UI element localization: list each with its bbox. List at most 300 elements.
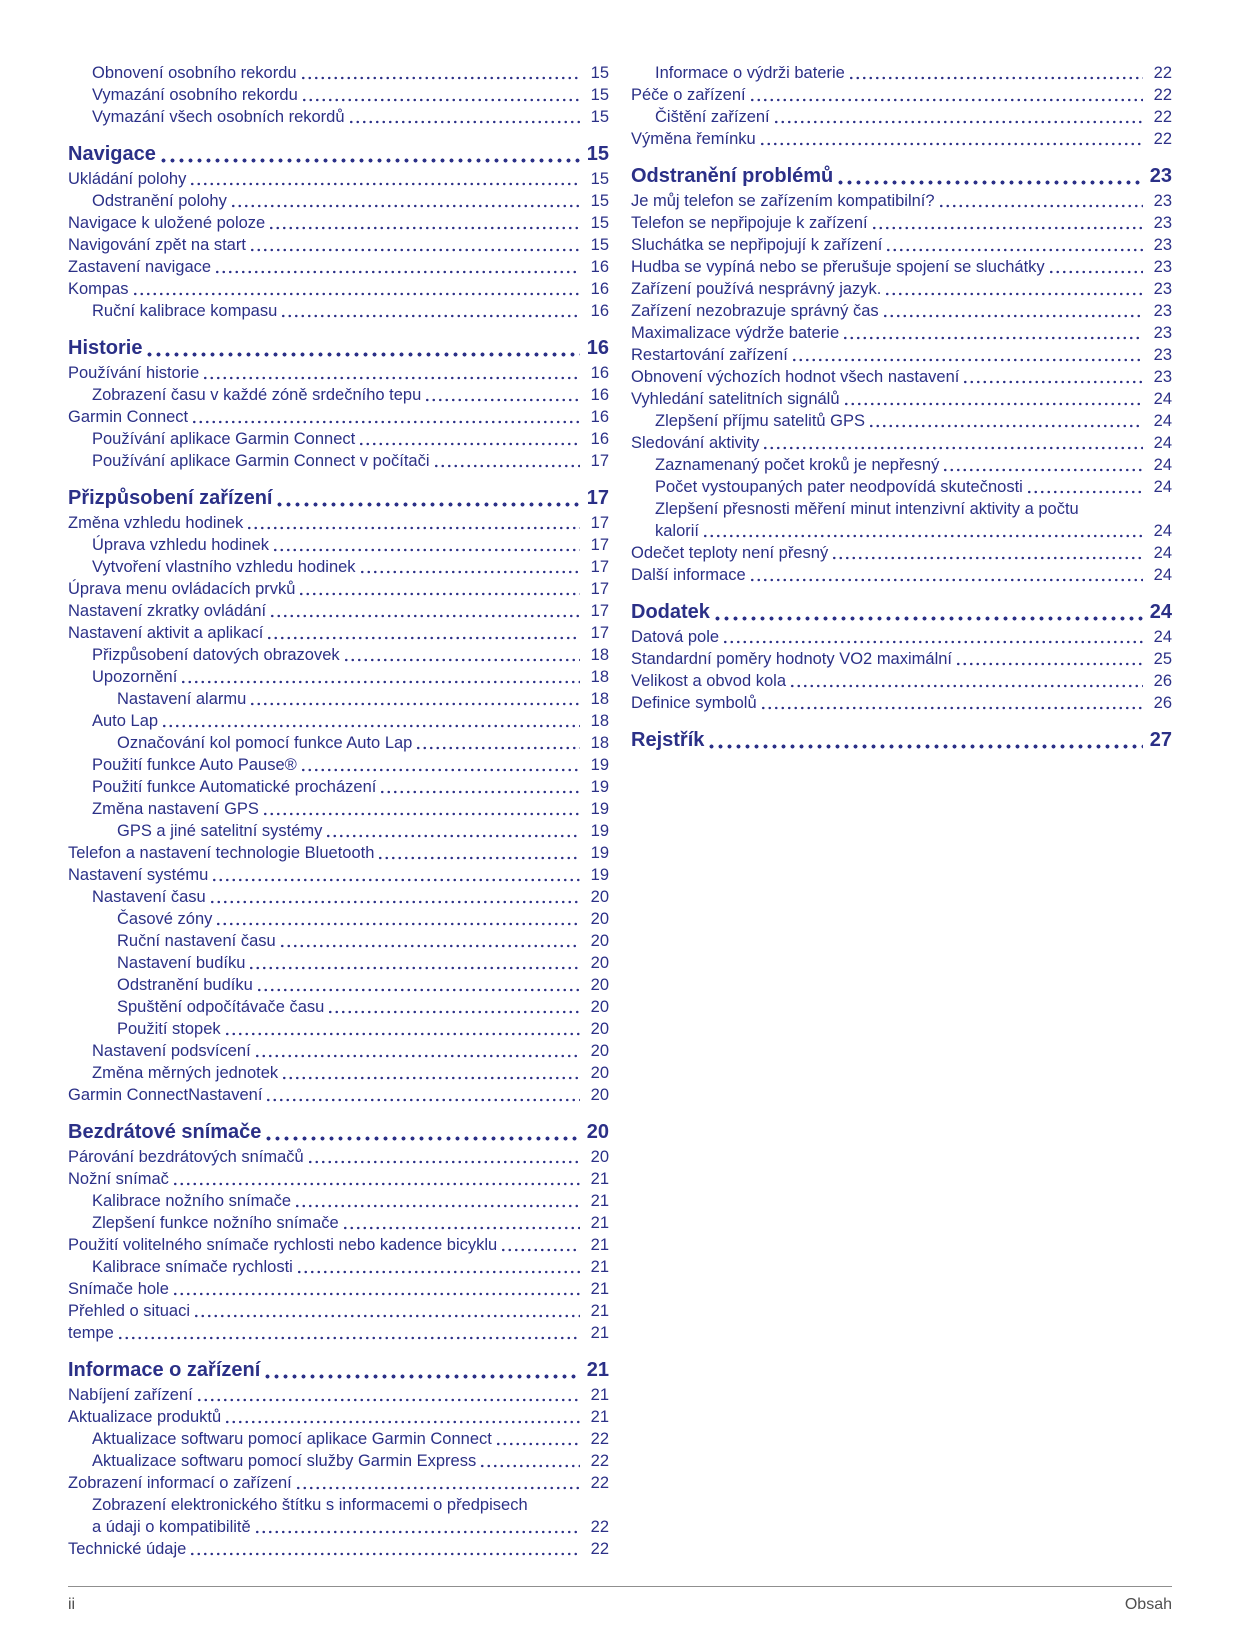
toc-entry[interactable]: [68, 864, 609, 886]
toc-entry-page-number: 21: [590, 1280, 609, 1298]
dot-leader: [295, 1486, 580, 1490]
toc-entry[interactable]: [631, 388, 1172, 410]
toc-entry-label: Péče o zařízení: [631, 86, 746, 104]
dot-leader: [1026, 490, 1143, 494]
toc-entry-page-number: 23: [1153, 192, 1172, 210]
toc-entry-label: Používání aplikace Garmin Connect v počítači: [92, 452, 430, 470]
toc-entry-label: Zlepšení funkce nožního snímače: [92, 1214, 339, 1232]
toc-entry-page-number: 27: [1149, 729, 1172, 751]
toc-section-entry[interactable]: [68, 1356, 609, 1384]
toc-entry[interactable]: [68, 1040, 609, 1062]
dot-leader: [249, 702, 580, 706]
footer-page-number: ii: [68, 1596, 76, 1613]
toc-entry-label: kalorií: [655, 522, 700, 540]
dot-leader: [424, 398, 580, 402]
toc-entry-label: Nastavení alarmu: [117, 690, 247, 708]
toc-entry-page-number: 21: [590, 1302, 609, 1320]
toc-entry-label: Vymazání osobního rekordu: [92, 86, 298, 104]
toc-entry-page-number: 15: [590, 170, 609, 188]
toc-entry-page-number: 17: [590, 624, 609, 642]
toc-entry-page-number: 20: [590, 932, 609, 950]
toc-entry-label: Kompas: [68, 280, 129, 298]
toc-entry[interactable]: [631, 670, 1172, 692]
toc-entry-label: Auto Lap: [92, 712, 159, 730]
toc-entry-page-number: 24: [1153, 544, 1172, 562]
toc-entry-page-number: 16: [590, 364, 609, 382]
page-footer: [68, 1586, 1172, 1614]
toc-entry-label: Garmin ConnectNastavení: [68, 1086, 263, 1104]
toc-section-entry[interactable]: [68, 334, 609, 362]
toc-entry-label: Zobrazení elektronického štítku s informacemi o předpisech: [92, 1496, 528, 1514]
toc-entry[interactable]: [68, 908, 609, 930]
dot-leader: [300, 76, 580, 80]
dot-leader: [263, 1374, 580, 1379]
toc-entry-page-number: 23: [1153, 368, 1172, 386]
dot-leader: [848, 76, 1143, 80]
toc-entry-page-number: 21: [590, 1170, 609, 1188]
toc-entry[interactable]: [68, 84, 609, 106]
toc-entry-label: tempe: [68, 1324, 114, 1342]
toc-entry[interactable]: [68, 300, 609, 322]
toc-entry-page-number: 20: [590, 998, 609, 1016]
footer-section-title: Obsah: [1124, 1596, 1172, 1613]
dot-leader: [215, 922, 580, 926]
dot-leader: [264, 1136, 580, 1141]
toc-entry-page-number: 23: [1153, 280, 1172, 298]
toc-entry[interactable]: [631, 648, 1172, 670]
dot-leader: [749, 578, 1143, 582]
toc-entry[interactable]: [68, 776, 609, 798]
toc-entry[interactable]: [631, 212, 1172, 234]
toc-entry[interactable]: [68, 644, 609, 666]
toc-entry-label: Další informace: [631, 566, 746, 584]
toc-column-right: [631, 62, 1172, 1560]
toc-entry[interactable]: [68, 1212, 609, 1234]
dot-leader: [348, 120, 580, 124]
toc-entry-label: Nastavení zkratky ovládání: [68, 602, 267, 620]
toc-entry[interactable]: [68, 1450, 609, 1472]
toc-entry[interactable]: [68, 600, 609, 622]
toc-entry[interactable]: [68, 168, 609, 190]
toc-entry-label: Počet vystoupaných pater neodpovídá skutečnosti: [655, 478, 1023, 496]
toc-entry-page-number: 15: [590, 236, 609, 254]
toc-entry[interactable]: [68, 1146, 609, 1168]
toc-entry[interactable]: [68, 256, 609, 278]
toc-entry[interactable]: [631, 128, 1172, 150]
toc-entry-page-number: 24: [1153, 434, 1172, 452]
toc-entry[interactable]: [68, 406, 609, 428]
toc-entry[interactable]: [68, 578, 609, 600]
toc-entry-page-number: 21: [590, 1236, 609, 1254]
toc-entry[interactable]: [68, 666, 609, 688]
toc-entry-page-number: 22: [590, 1540, 609, 1558]
dot-leader: [281, 1076, 580, 1080]
toc-entry-label: Standardní poměry hodnoty VO2 maximální: [631, 650, 953, 668]
toc-entry[interactable]: [68, 622, 609, 644]
dot-leader: [254, 1054, 580, 1058]
toc-entry-label: Používání aplikace Garmin Connect: [92, 430, 356, 448]
dot-leader: [301, 98, 580, 102]
dot-leader: [942, 468, 1143, 472]
toc-entry[interactable]: [68, 450, 609, 472]
toc-entry[interactable]: [68, 428, 609, 450]
toc-entry-label: Sluchátka se nepřipojují k zařízení: [631, 236, 883, 254]
toc-entry[interactable]: [68, 512, 609, 534]
toc-entry-page-number: 18: [590, 646, 609, 664]
toc-entry[interactable]: [68, 1190, 609, 1212]
toc-section-entry[interactable]: [68, 484, 609, 512]
dot-leader: [962, 380, 1143, 384]
toc-entry[interactable]: [68, 106, 609, 128]
toc-entry-page-number: 24: [1153, 412, 1172, 430]
toc-entry[interactable]: [631, 256, 1172, 278]
toc-entry-label: Navigace: [68, 143, 156, 165]
dot-leader: [749, 98, 1143, 102]
toc-entry-label: Vyhledání satelitních signálů: [631, 390, 840, 408]
toc-entry-label: Rejstřík: [631, 729, 705, 751]
toc-entry[interactable]: [68, 1516, 609, 1538]
toc-entry[interactable]: [631, 476, 1172, 498]
toc-entry[interactable]: [68, 62, 609, 84]
dot-leader: [479, 1464, 580, 1468]
toc-entry[interactable]: [631, 626, 1172, 648]
toc-entry-label: Kalibrace nožního snímače: [92, 1192, 292, 1210]
toc-entry-page-number: 19: [590, 844, 609, 862]
dot-leader: [172, 1182, 580, 1186]
toc-entry[interactable]: [68, 1084, 609, 1106]
toc-entry-page-number: 15: [586, 143, 609, 165]
toc-entry-page-number: 21: [590, 1386, 609, 1404]
dot-leader: [172, 1292, 580, 1296]
dot-leader: [377, 856, 580, 860]
toc-entry-page-number: 17: [590, 452, 609, 470]
toc-entry[interactable]: [631, 564, 1172, 586]
dot-leader: [272, 548, 580, 552]
toc-entry-label: Aktualizace softwaru pomocí služby Garmin Express: [92, 1452, 477, 1470]
toc-entry[interactable]: [631, 498, 1172, 520]
toc-entry-page-number: 17: [590, 514, 609, 532]
dot-leader: [196, 1398, 580, 1402]
toc-entry-page-number: 26: [1153, 694, 1172, 712]
dot-leader: [159, 158, 580, 163]
dot-leader: [145, 352, 580, 357]
toc-section-entry[interactable]: [68, 140, 609, 168]
toc-entry[interactable]: [68, 1234, 609, 1256]
dot-leader: [262, 812, 580, 816]
toc-entry-page-number: 23: [1153, 346, 1172, 364]
toc-entry-page-number: 20: [590, 1020, 609, 1038]
dot-leader: [842, 336, 1143, 340]
toc-entry-label: Navigování zpět na start: [68, 236, 246, 254]
toc-entry[interactable]: [68, 996, 609, 1018]
toc-entry[interactable]: [68, 362, 609, 384]
toc-entry-label: Zařízení nezobrazuje správný čas: [631, 302, 879, 320]
toc-entry[interactable]: [68, 234, 609, 256]
toc-entry-page-number: 17: [590, 558, 609, 576]
toc-entry-label: Historie: [68, 337, 143, 359]
toc-entry-label: Definice symbolů: [631, 694, 757, 712]
toc-entry[interactable]: [68, 1472, 609, 1494]
toc-entry-label: Výměna řemínku: [631, 130, 756, 148]
toc-entry[interactable]: [68, 1168, 609, 1190]
toc-entry-page-number: 23: [1153, 236, 1172, 254]
toc-entry-label: Upozornění: [92, 668, 178, 686]
toc-entry-page-number: 24: [1153, 390, 1172, 408]
toc-entry-label: Používání historie: [68, 364, 200, 382]
toc-entry[interactable]: [68, 798, 609, 820]
toc-entry-page-number: 22: [1153, 130, 1172, 148]
dot-leader: [789, 684, 1143, 688]
toc-entry-page-number: 18: [590, 690, 609, 708]
toc-entry[interactable]: [68, 1322, 609, 1344]
toc-entry-page-number: 20: [590, 1064, 609, 1082]
toc-entry[interactable]: [68, 1278, 609, 1300]
toc-entry[interactable]: [631, 84, 1172, 106]
toc-entry[interactable]: [68, 1062, 609, 1084]
toc-entry-page-number: 18: [590, 668, 609, 686]
toc-entry[interactable]: [68, 278, 609, 300]
toc-entry-label: Je můj telefon se zařízením kompatibilní?: [631, 192, 935, 210]
toc-entry-page-number: 23: [1153, 214, 1172, 232]
dot-leader: [254, 1530, 580, 1534]
toc-section-entry[interactable]: [68, 1118, 609, 1146]
toc-entry-page-number: 20: [586, 1121, 609, 1143]
dot-leader: [358, 442, 580, 446]
toc-entry-label: Snímače hole: [68, 1280, 169, 1298]
toc-entry[interactable]: [68, 688, 609, 710]
toc-entry-label: Spuštění odpočítávače času: [117, 998, 325, 1016]
toc-entry-page-number: 23: [1153, 258, 1172, 276]
toc-entry-label: Použití funkce Auto Pause®: [92, 756, 297, 774]
dot-leader: [843, 402, 1143, 406]
toc-entry-page-number: 19: [590, 800, 609, 818]
toc-section-entry[interactable]: [631, 726, 1172, 754]
toc-columns: [68, 62, 1172, 1560]
toc-entry-label: Nožní snímač: [68, 1170, 169, 1188]
toc-entry[interactable]: [631, 322, 1172, 344]
toc-entry[interactable]: [68, 710, 609, 732]
toc-section-entry[interactable]: [631, 598, 1172, 626]
toc-entry-page-number: 16: [590, 280, 609, 298]
toc-entry-page-number: 24: [1153, 456, 1172, 474]
toc-entry-page-number: 21: [590, 1408, 609, 1426]
toc-entry-page-number: 24: [1153, 478, 1172, 496]
toc-entry-label: Nastavení času: [92, 888, 206, 906]
toc-entry-label: Čištění zařízení: [655, 108, 770, 126]
toc-entry[interactable]: [631, 106, 1172, 128]
toc-entry-page-number: 18: [590, 712, 609, 730]
toc-entry-page-number: 23: [1153, 324, 1172, 342]
toc-entry[interactable]: [631, 300, 1172, 322]
toc-entry-page-number: 16: [586, 337, 609, 359]
toc-entry-label: Úprava vzhledu hodinek: [92, 536, 270, 554]
dot-leader: [868, 424, 1143, 428]
dot-leader: [294, 1204, 580, 1208]
toc-entry-page-number: 15: [590, 64, 609, 82]
toc-entry-page-number: 22: [1153, 86, 1172, 104]
toc-entry-page-number: 22: [590, 1452, 609, 1470]
toc-entry-page-number: 17: [590, 580, 609, 598]
toc-entry[interactable]: [68, 842, 609, 864]
toc-entry[interactable]: [68, 974, 609, 996]
toc-entry-label: Párování bezdrátových snímačů: [68, 1148, 304, 1166]
toc-entry-label: Přizpůsobení zařízení: [68, 487, 273, 509]
dot-leader: [759, 142, 1143, 146]
toc-entry[interactable]: [68, 1494, 609, 1516]
toc-entry-label: Technické údaje: [68, 1540, 187, 1558]
dot-leader: [189, 1552, 580, 1556]
toc-entry-label: Telefon se nepřipojuje k zařízení: [631, 214, 868, 232]
toc-entry-page-number: 15: [590, 214, 609, 232]
toc-entry-label: Označování kol pomocí funkce Auto Lap: [117, 734, 413, 752]
toc-entry[interactable]: [68, 1300, 609, 1322]
toc-entry[interactable]: [68, 1428, 609, 1450]
toc-entry-label: GPS a jiné satelitní systémy: [117, 822, 323, 840]
dot-leader: [327, 1010, 580, 1014]
toc-entry[interactable]: [68, 384, 609, 406]
toc-entry-label: Zastavení navigace: [68, 258, 212, 276]
dot-leader: [266, 636, 580, 640]
toc-entry[interactable]: [631, 278, 1172, 300]
toc-entry[interactable]: [631, 234, 1172, 256]
toc-entry[interactable]: [631, 366, 1172, 388]
toc-entry[interactable]: [68, 1018, 609, 1040]
dot-leader: [180, 680, 580, 684]
toc-entry-label: Odečet teploty není přesný: [631, 544, 829, 562]
toc-entry[interactable]: [68, 754, 609, 776]
dot-leader: [1048, 270, 1143, 274]
toc-entry-label: a údaji o kompatibilitě: [92, 1518, 251, 1536]
toc-entry[interactable]: [68, 820, 609, 842]
toc-entry[interactable]: [68, 930, 609, 952]
toc-entry-page-number: 22: [590, 1518, 609, 1536]
toc-entry[interactable]: [68, 1384, 609, 1406]
toc-entry-label: Nastavení podsvícení: [92, 1042, 251, 1060]
dot-leader: [495, 1442, 580, 1446]
toc-entry-label: Ruční kalibrace kompasu: [92, 302, 278, 320]
toc-entry[interactable]: [631, 410, 1172, 432]
toc-entry[interactable]: [68, 1538, 609, 1560]
dot-leader: [224, 1032, 580, 1036]
toc-entry-page-number: 25: [1153, 650, 1172, 668]
toc-entry[interactable]: [68, 190, 609, 212]
toc-entry-label: Vytvoření vlastního vzhledu hodinek: [92, 558, 356, 576]
toc-entry-page-number: 19: [590, 866, 609, 884]
toc-entry-label: Aktualizace produktů: [68, 1408, 222, 1426]
toc-entry-label: Zaznamenaný počet kroků je nepřesný: [655, 456, 940, 474]
toc-entry-label: Maximalizace výdrže baterie: [631, 324, 840, 342]
toc-entry-label: Odstranění polohy: [92, 192, 227, 210]
toc-entry-page-number: 20: [590, 1148, 609, 1166]
toc-entry-page-number: 23: [1149, 165, 1172, 187]
toc-entry-label: Datová pole: [631, 628, 720, 646]
dot-leader: [280, 314, 580, 318]
toc-entry[interactable]: [631, 454, 1172, 476]
dot-leader: [117, 1336, 580, 1340]
toc-entry-label: Změna nastavení GPS: [92, 800, 259, 818]
toc-entry-label: Aktualizace softwaru pomocí aplikace Garmin Connect: [92, 1430, 492, 1448]
toc-entry-page-number: 20: [590, 888, 609, 906]
dot-leader: [230, 204, 580, 208]
toc-entry[interactable]: [631, 542, 1172, 564]
dot-leader: [722, 640, 1143, 644]
toc-entry[interactable]: [631, 432, 1172, 454]
toc-entry-page-number: 22: [590, 1430, 609, 1448]
dot-leader: [325, 834, 580, 838]
toc-section-entry[interactable]: [631, 162, 1172, 190]
toc-entry-label: Sledování aktivity: [631, 434, 760, 452]
toc-entry-page-number: 24: [1149, 601, 1172, 623]
toc-entry-page-number: 22: [590, 1474, 609, 1492]
toc-entry-label: Zlepšení příjmu satelitů GPS: [655, 412, 866, 430]
toc-entry-label: Hudba se vypíná nebo se přerušuje spojení se sluchátky: [631, 258, 1045, 276]
toc-entry[interactable]: [68, 952, 609, 974]
toc-entry-page-number: 21: [590, 1192, 609, 1210]
toc-entry-label: Informace o zařízení: [68, 1359, 261, 1381]
toc-entry[interactable]: [68, 1256, 609, 1278]
toc-entry-page-number: 22: [1153, 108, 1172, 126]
dot-leader: [707, 744, 1143, 749]
toc-entry[interactable]: [68, 732, 609, 754]
toc-entry-label: Vymazání všech osobních rekordů: [92, 108, 345, 126]
toc-entry[interactable]: [631, 62, 1172, 84]
toc-entry[interactable]: [68, 1406, 609, 1428]
dot-leader: [433, 464, 580, 468]
dot-leader: [246, 526, 580, 530]
toc-entry-page-number: 20: [590, 976, 609, 994]
dot-leader: [224, 1420, 580, 1424]
dot-leader: [415, 746, 580, 750]
dot-leader: [298, 592, 580, 596]
toc-entry-label: Použití stopek: [117, 1020, 221, 1038]
toc-entry[interactable]: [68, 534, 609, 556]
toc-entry-page-number: 23: [1153, 302, 1172, 320]
dot-leader: [379, 790, 580, 794]
toc-entry-page-number: 26: [1153, 672, 1172, 690]
toc-entry-label: Přehled o situaci: [68, 1302, 190, 1320]
toc-entry-label: Úprava menu ovládacích prvků: [68, 580, 296, 598]
toc-entry-label: Odstranění problémů: [631, 165, 834, 187]
dot-leader: [342, 1226, 580, 1230]
dot-leader: [269, 614, 580, 618]
toc-entry[interactable]: [68, 886, 609, 908]
dot-leader: [189, 182, 580, 186]
dot-leader: [762, 446, 1143, 450]
toc-entry-label: Nastavení aktivit a aplikací: [68, 624, 264, 642]
toc-column-left: [68, 62, 609, 1560]
toc-entry-page-number: 17: [590, 602, 609, 620]
toc-entry-page-number: 17: [586, 487, 609, 509]
toc-entry-label: Ukládání polohy: [68, 170, 187, 188]
toc-entry[interactable]: [68, 212, 609, 234]
toc-entry-label: Nabíjení zařízení: [68, 1386, 193, 1404]
toc-entry-page-number: 20: [590, 954, 609, 972]
dot-leader: [836, 180, 1143, 185]
toc-entry-page-number: 21: [590, 1324, 609, 1342]
dot-leader: [132, 292, 580, 296]
toc-entry[interactable]: [631, 344, 1172, 366]
toc-entry-page-number: 16: [590, 302, 609, 320]
toc-entry-label: Ruční nastavení času: [117, 932, 276, 950]
dot-leader: [760, 706, 1143, 710]
toc-entry[interactable]: [68, 556, 609, 578]
toc-entry[interactable]: [631, 520, 1172, 542]
toc-entry[interactable]: [631, 692, 1172, 714]
toc-entry[interactable]: [631, 190, 1172, 212]
toc-entry-page-number: 22: [1153, 64, 1172, 82]
toc-entry-label: Změna vzhledu hodinek: [68, 514, 244, 532]
toc-entry-label: Bezdrátové snímače: [68, 1121, 262, 1143]
